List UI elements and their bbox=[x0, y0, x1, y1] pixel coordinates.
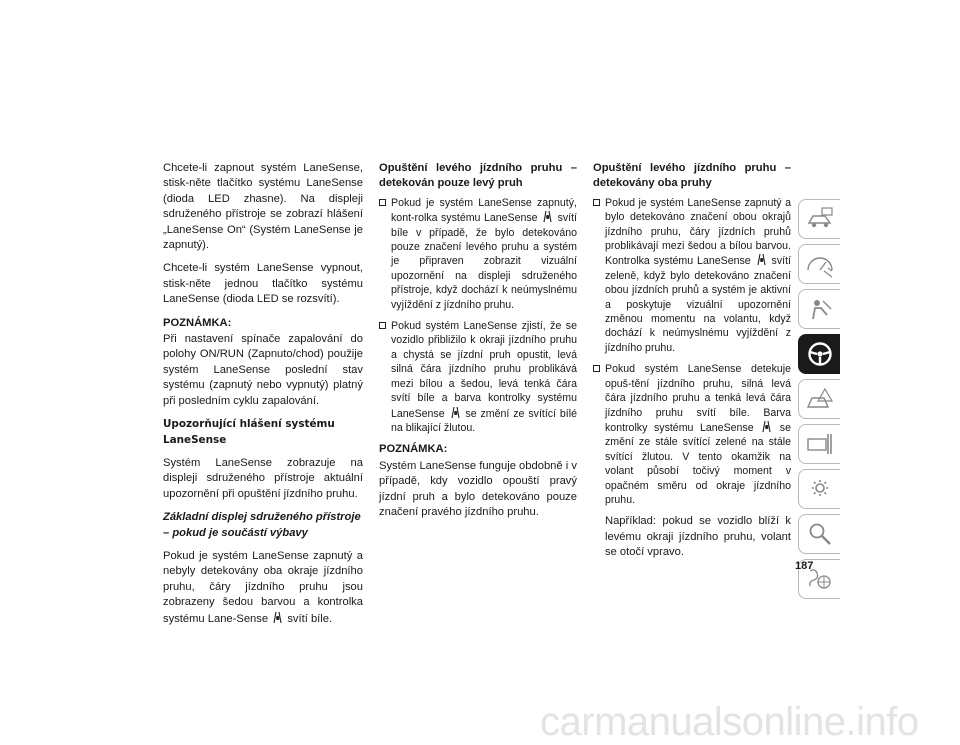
example-text: Například: pokud se vozidlo blíží k levému okraji jízdního pruhu, volant se otočí vpravo. bbox=[605, 515, 791, 559]
car-info-icon bbox=[805, 205, 835, 233]
paragraph-disable: Chcete-li systém LaneSense vypnout, stisk-něte jednou tlačítko systému LaneSense (dioda LED se rozsvítí). bbox=[163, 262, 363, 306]
list-item bbox=[379, 196, 577, 312]
bullet-list bbox=[379, 196, 577, 436]
paragraph-basic-cluster bbox=[163, 549, 363, 627]
list-item bbox=[379, 319, 577, 435]
heading-left-lane-only: Opuštění levého jízdního pruhu – detekován pouze levý pruh bbox=[379, 162, 577, 190]
chapter-tabs bbox=[798, 199, 840, 604]
search-icon bbox=[805, 520, 835, 548]
lanesense-icon bbox=[271, 611, 284, 624]
note-label: POZNÁMKA: bbox=[163, 316, 232, 329]
text-part: Pokud systém LaneSense detekuje opuš-tění jízdního pruhu, silná levá čára jízdního pruhu a tenká levá čára jízdního pruhu svítí bíle. Barva kontrolky systému LaneSense bbox=[605, 363, 791, 434]
page-number: 187 bbox=[795, 560, 814, 572]
specifications-icon bbox=[805, 475, 835, 503]
tab-specifications[interactable] bbox=[798, 469, 840, 509]
text-part: se změní ze stále svítící zelené na stále svítící žlutou. V tento okamžik na volant působí točivý moment v opačném směru od okraje jízdního pruhu. bbox=[605, 421, 791, 506]
column-right bbox=[593, 161, 791, 569]
paragraph-enable: Chcete-li zapnout systém LaneSense, stisk-něte tlačítko systému LaneSense (dioda LED zhasne). Na displeji sdruženého přístroje se zobrazí hlášení „LaneSense On“ (Systém LaneSense je zapnutý). bbox=[163, 162, 363, 252]
emergency-icon bbox=[805, 385, 835, 413]
tab-dashboard-lights[interactable] bbox=[798, 244, 840, 284]
text-part: Pokud systém LaneSense zjistí, že se vozidlo přibližilo k okraji jízdního pruhu a chystá se jízdní pruh opustit, levá silná čára jízdního pruhu problikává mezi bílou a šedou, levá tenká čára svítí bíle a barva kontrolky systému LaneSense bbox=[391, 320, 577, 420]
steering-wheel-icon bbox=[805, 340, 835, 368]
text-part: se změní ze svítící bílé na blikající žlutou. bbox=[391, 407, 577, 434]
dashboard-lights-icon bbox=[805, 250, 835, 278]
text-part: svítí zeleně, když bylo detekováno značení obou jízdních pruhů a systém je aktivní a poskytuje vizuální upozornění změnou momentu na volantu, když dochází k neúmyslnému vyjíždění z jízdního pruhu. bbox=[605, 255, 791, 354]
lanesense-icon bbox=[541, 210, 554, 223]
bullet-square-icon bbox=[593, 199, 600, 206]
list-item bbox=[593, 362, 791, 507]
section-heading: Upozorňující hlášení systému LaneSense bbox=[163, 418, 335, 446]
text-part: Pokud je systém LaneSense zapnutý a nebyly detekovány oba okraje jízdního pruhu, čáry jízdního pruhu jsou zobrazeny šedou barvou a kontrolka systému Lane-Sense bbox=[163, 549, 363, 625]
bullet-square-icon bbox=[379, 199, 386, 206]
column-middle bbox=[379, 161, 577, 528]
note-text: Systém LaneSense funguje obdobně i v případě, kdy vozidlo opouští pravý jízdní pruh a bylo detekováno pouze značení pravého jízdního pruhu. bbox=[379, 459, 577, 518]
note-label: POZNÁMKA: bbox=[379, 443, 448, 456]
lanesense-icon bbox=[760, 420, 773, 433]
lanesense-icon bbox=[755, 253, 768, 266]
text-part: svítí bíle. bbox=[287, 612, 333, 625]
heading-both-lanes: Opuštění levého jízdního pruhu – detekovány oba pruhy bbox=[593, 162, 791, 190]
bullet-square-icon bbox=[379, 322, 386, 329]
lanesense-icon bbox=[449, 406, 462, 419]
tab-starting-operating[interactable] bbox=[798, 334, 840, 374]
bullet-square-icon bbox=[593, 365, 600, 372]
tab-safety[interactable] bbox=[798, 289, 840, 329]
bullet-list bbox=[593, 196, 791, 508]
tab-emergency[interactable] bbox=[798, 379, 840, 419]
servicing-icon bbox=[805, 430, 835, 458]
tab-car-info[interactable] bbox=[798, 199, 840, 239]
column-left bbox=[163, 161, 363, 635]
safety-icon bbox=[805, 295, 835, 323]
watermark: carmanualsonline.info bbox=[540, 700, 919, 744]
tab-index[interactable] bbox=[798, 514, 840, 554]
text-part: Pokud je systém LaneSense zapnutý a bylo detekováno značení obou okrajů jízdního pruhu, čáry jízdních pruhů problikávají mezi šedou a bílou barvou. Kontrolka systému LaneSense bbox=[605, 196, 791, 268]
subheading-basic-cluster: Základní displej sdruženého přístroje – pokud je součástí výbavy bbox=[163, 511, 361, 539]
text-part: Pokud je systém LaneSense zapnutý, kont-rolka systému LaneSense bbox=[391, 196, 577, 225]
list-item bbox=[593, 196, 791, 355]
note-text: Při nastavení spínače zapalování do polohy ON/RUN (Zapnuto/chod) použije systém LaneSense poslední stav systému (zapnutý nebo vypnutý) platný při posledním cyklu zapalování. bbox=[163, 333, 363, 407]
paragraph-warnings: Systém LaneSense zobrazuje na displeji sdruženého přístroje aktuální upozornění při opuštění jízdního pruhu. bbox=[163, 456, 363, 500]
tab-servicing[interactable] bbox=[798, 424, 840, 464]
text-part: svítí bíle v případě, že bylo detekováno pouze značení levého pruhu a systém je připraven zobrazit vizuální upozornění na displeji sdruženého přístroje, když dochází k neúmyslnému vyjíždění z jízdního pruhu. bbox=[391, 212, 577, 311]
